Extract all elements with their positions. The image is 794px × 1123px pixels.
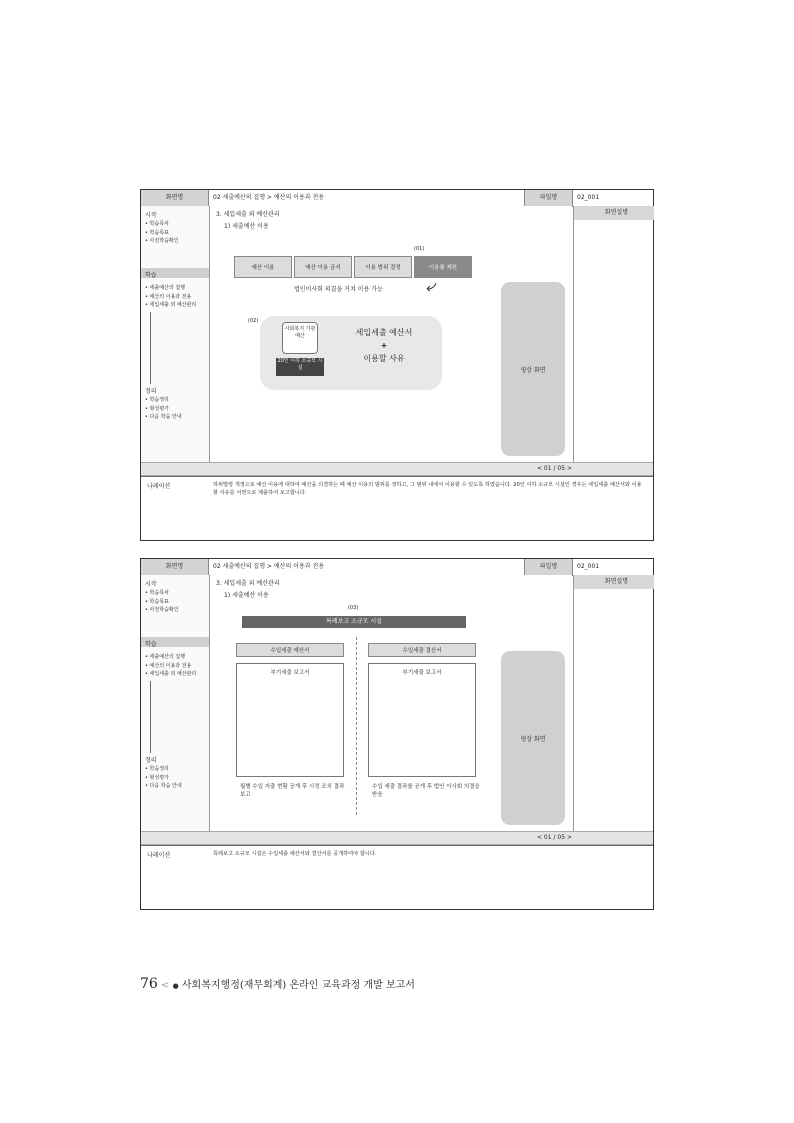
sidebar-item[interactable]: • 학습정리 <box>145 766 169 772</box>
screen-name-label: 화면명 <box>141 190 209 206</box>
sidebar-list-start <box>145 589 179 615</box>
sidebar-item[interactable]: • 세출예산의 집행 <box>145 654 185 660</box>
sidebar-item[interactable]: • 세입세출 외 예산관리 <box>145 671 197 677</box>
chevron-left-icon: < <box>161 980 170 991</box>
sidebar-item[interactable]: • 형성평가 <box>145 774 169 781</box>
video-screen-placeholder: 영상 화면 <box>501 282 565 456</box>
sidebar-item[interactable]: • 세출예산의 집행 <box>145 285 185 291</box>
section-title: 3. 세입세출 외 예산관리 <box>216 580 280 587</box>
formula-top: 세입세출 예산서 <box>355 328 413 337</box>
file-name-label: 파일명 <box>525 190 573 206</box>
sidebar-item[interactable]: • 다음 학습 안내 <box>145 414 182 420</box>
option-button-1[interactable]: 예산 이용 <box>234 256 292 278</box>
screen-path: 02 세출예산의 집행 > 예산의 이용과 전용 <box>209 190 525 206</box>
column1-box: 부기세출 보고서 <box>236 663 344 777</box>
narration-label: 나레이션 <box>147 852 171 859</box>
file-name-label: 파일명 <box>525 559 573 575</box>
option-button-3[interactable]: 이용 범위 결정 <box>354 256 412 278</box>
right-panel <box>573 206 654 462</box>
sidebar-list-start <box>145 220 179 246</box>
step-tag: (03) <box>348 605 359 611</box>
right-panel-head: 화면설명 <box>574 575 654 589</box>
page-footer <box>140 976 415 992</box>
bullet-icon: ● <box>172 982 179 990</box>
frame-header <box>141 559 653 576</box>
column-divider <box>356 637 357 815</box>
right-panel-head: 화면설명 <box>574 206 654 220</box>
storyboard-frame-2 <box>140 558 654 910</box>
video-screen-placeholder: 영상 화면 <box>501 651 565 825</box>
sidebar-divider <box>150 681 151 753</box>
sidebar-item[interactable]: • 학습목표 <box>145 229 169 236</box>
narration-label: 나레이션 <box>147 483 171 490</box>
navigation-bar <box>141 462 653 476</box>
screen-name-label: 화면명 <box>141 559 209 575</box>
page-nav[interactable]: < 01 / 05 > <box>537 465 572 472</box>
arrow-note: 법인이사회 의결을 거쳐 이용 가능 <box>294 286 383 293</box>
option-button-4[interactable]: 이용률 제한 <box>414 256 472 278</box>
narration-row <box>141 845 653 910</box>
sidebar-section-start: 시작 <box>145 212 157 219</box>
sidebar-item[interactable]: • 다음 학습 안내 <box>145 783 182 789</box>
facility-icon: 사회복지 기관 예산 <box>282 322 318 354</box>
option-button-2[interactable]: 예산 이용 금지 <box>294 256 352 278</box>
sidebar-item[interactable]: • 학습목차 <box>145 590 169 596</box>
sidebar-divider <box>150 312 151 384</box>
sidebar-item[interactable]: • 학습목표 <box>145 598 169 605</box>
narration-text: 특례보고 소규모 시설은 수입세출 예산서와 결산서를 공개하여야 합니다. <box>213 851 377 857</box>
sidebar-item[interactable]: • 예산의 이용과 전용 <box>145 293 192 300</box>
sidebar-item[interactable]: • 학습목차 <box>145 221 169 227</box>
sidebar-item[interactable]: • 학습정리 <box>145 397 169 403</box>
navigation-bar <box>141 831 653 845</box>
sidebar-item[interactable]: • 형성평가 <box>145 405 169 412</box>
sidebar-section-summary: 정리 <box>145 388 157 395</box>
facility-label: 20인 이하 소규모 시설 <box>276 358 324 376</box>
file-name-value: 02_001 <box>577 563 600 570</box>
curved-arrow-icon <box>424 282 438 292</box>
file-name-value: 02_001 <box>577 194 600 201</box>
plus-icon: + <box>380 341 388 350</box>
step-tag: (01) <box>414 246 425 252</box>
sidebar-list-learn <box>145 284 196 310</box>
sidebar-section-summary: 정리 <box>145 757 157 764</box>
subsection-title: 1) 세출예산 이용 <box>224 223 269 230</box>
column1-title[interactable]: 수입세출 예산서 <box>236 643 344 657</box>
column2-note: 수입 세출 결과를 공개 후 법인 이사회 의결을 받음 <box>372 784 480 798</box>
right-panel <box>573 575 654 831</box>
sidebar-item[interactable]: • 사전학습확인 <box>145 607 179 613</box>
page-number: 76 <box>140 976 158 992</box>
sidebar-section-learn: 학습 <box>145 641 157 648</box>
sidebar-list-summary <box>145 765 182 791</box>
sidebar <box>141 206 210 462</box>
narration-text: 하위법령 개정으로 예산 이용에 대하여 예산을 의결하는 때 예산 이용의 범위를 정하고, 그 범위 내에서 이용할 수 있도록 하였습니다. 20인 이하 소규모 시설인 경우는 세입세출 예산서와 이용할 사유를 서면으로 제출하여 보고합니다. <box>213 482 642 496</box>
sidebar-item[interactable]: • 예산의 이용과 전용 <box>145 662 192 669</box>
column1-note: 월별 수입 지출 현황 공개 후 시정 조치 결과 보고 <box>240 784 345 798</box>
report-title: 사회복지행정(재무회계) 온라인 교육과정 개발 보고서 <box>181 980 415 991</box>
step-tag: (02) <box>248 318 259 324</box>
sidebar-item[interactable]: • 사전학습확인 <box>145 238 179 244</box>
narration-row <box>141 476 653 541</box>
subsection-title: 1) 세출예산 이용 <box>224 592 269 599</box>
category-banner: 특례보고 소규모 시설 <box>242 616 466 628</box>
column2-title[interactable]: 수입세출 결산서 <box>368 643 476 657</box>
section-title: 3. 세입세출 외 예산관리 <box>216 211 280 218</box>
storyboard-frame-1 <box>140 189 654 541</box>
column2-box: 부기세출 보고서 <box>368 663 476 777</box>
sidebar-section-learn: 학습 <box>145 272 157 279</box>
frame-header <box>141 190 653 207</box>
formula-bottom: 이용할 사유 <box>363 354 405 363</box>
sidebar-list-learn <box>145 653 196 679</box>
sidebar-list-summary <box>145 396 182 422</box>
sidebar <box>141 575 210 831</box>
sidebar-item[interactable]: • 세입세출 외 예산관리 <box>145 302 197 308</box>
sidebar-section-start: 시작 <box>145 581 157 588</box>
screen-path: 02 세출예산의 집행 > 예산의 이용과 전용 <box>209 559 525 575</box>
page-nav[interactable]: < 01 / 05 > <box>537 834 572 841</box>
